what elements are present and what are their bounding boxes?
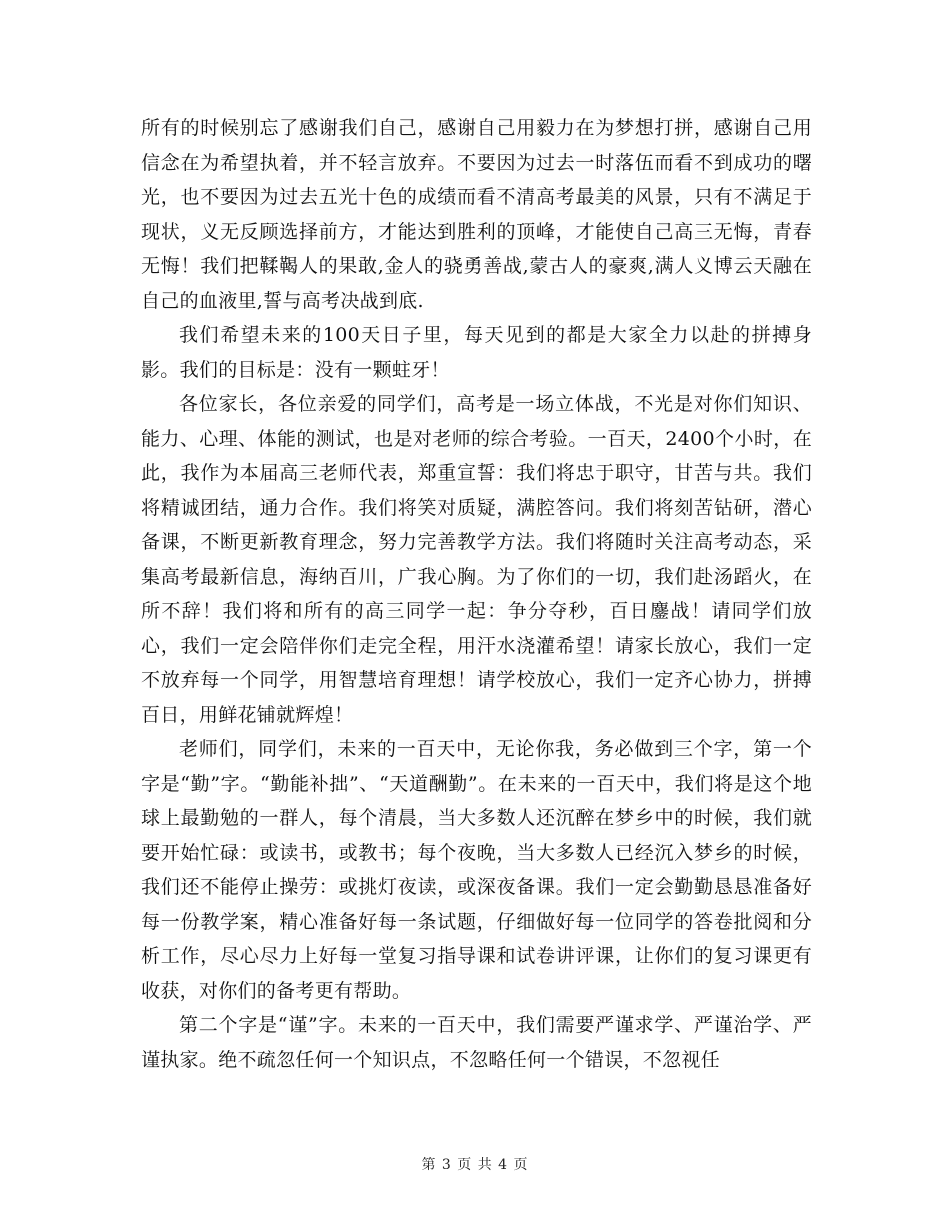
paragraph-rigor: 第二个字是“谨”字。未来的一百天中，我们需要严谨求学、严谨治学、严谨执家。绝不疏忽任何一个知识点，不忽略任何一个错误，不忽视任 — [141, 1014, 812, 1071]
paragraph-diligence: 老师们，同学们，未来的一百天中，无论你我，务必做到三个字，第一个字是“勤”字。“勤能补拙”、“天道酬勤”。在未来的一百天中，我们将是这个地球上最勤勉的一群人，每个清晨，当大多数人还沉醉在梦乡中的时候，我们就要开始忙碌：或读书，或教书；每个夜晚，当大多数人已经沉入梦乡的时候，我们还不能停止操劳：或挑灯夜读，或深夜备课。我们一定会勤勤恳恳准备好每一份教学案，精心准备好每一条试题，仔细做好每一位同学的答卷批阅和分析工作，尽心尽力上好每一堂复习指导课和试卷讲评课，让你们的复习课更有收获，对你们的备考更有帮助。 — [141, 738, 812, 1002]
page-footer: 第 3 页 共 4 页 — [421, 1157, 529, 1173]
document-body — [141, 111, 812, 1077]
paragraph-teacher-pledge: 各位家长，各位亲爱的同学们，高考是一场立体战，不光是对你们知识、能力、心理、体能的测试，也是对老师的综合考验。一百天，2400个小时，在此，我作为本届高三老师代表，郑重宣誓：我们将忠于职守，甘苦与共。我们将精诚团结，通力合作。我们将笑对质疑，满腔答问。我们将刻苦钻研，潜心备课，不断更新教育理念，努力完善教学方法。我们将随时关注高考动态，采集高考最新信息，海纳百川，广我心胸。为了你们的一切，我们赴汤蹈火，在所不辞！我们将和所有的高三同学一起：争分夺秒，百日鏖战！请同学们放心，我们一定会陪伴你们走完全程，用汗水浇灌希望！请家长放心，我们一定不放弃每一个同学，用智慧培育理想！请学校放心，我们一定齐心协力，拼搏百日，用鲜花铺就辉煌！ — [141, 393, 812, 726]
paragraph-continuation: 所有的时候别忘了感谢我们自己，感谢自己用毅力在为梦想打拼，感谢自己用信念在为希望执着，并不轻言放弃。不要因为过去一时落伍而看不到成功的曙光，也不要因为过去五光十色的成绩而看不清高考最美的风景，只有不满足于现状，义无反顾选择前方，才能达到胜利的顶峰，才能使自己高三无悔，青春无悔！我们把鞣鞨人的果敢,金人的骁勇善战,蒙古人的豪爽,满人义博云天融在自己的血液里,誓与高考决战到底. — [141, 117, 812, 312]
paragraph-goal: 我们希望未来的100天日子里，每天见到的都是大家全力以赴的拼搏身影。我们的目标是：没有一颗蛀牙！ — [141, 324, 812, 381]
